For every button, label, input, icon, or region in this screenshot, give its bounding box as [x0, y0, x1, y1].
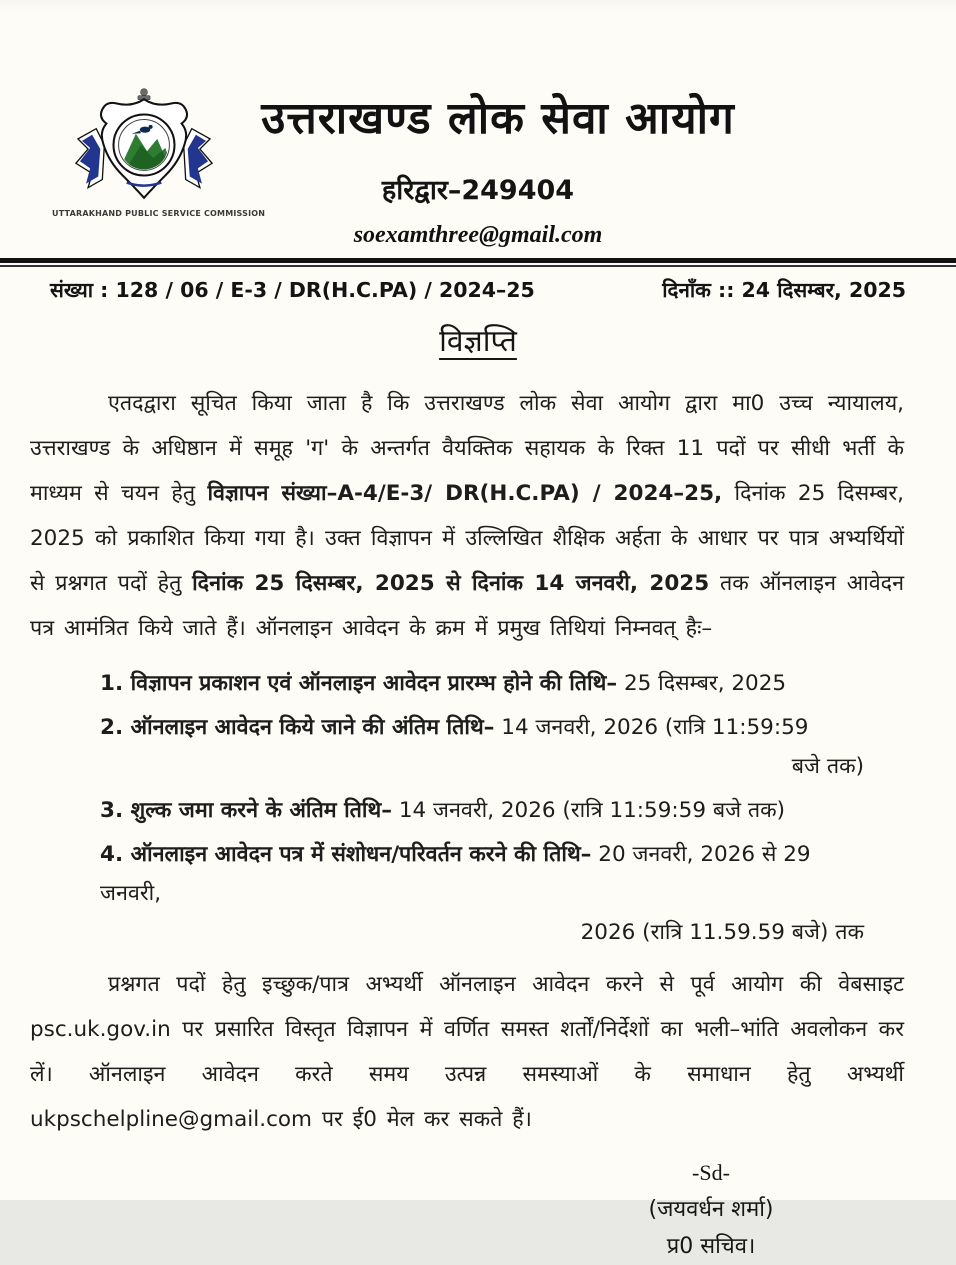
closing-paragraph: प्रश्नगत पदों हेतु इच्छुक/पात्र अभ्यर्थी ऑनलाइन आवेदन करने से पूर्व आयोग की वेबसाइट psc.uk.gov.in पर प्रसारित विस्तृत विज्ञापन में वर्णित समस्त शर्तों/निर्देशों का भली–भांति अवलोकन कर लें। ऑनलाइन आवेदन करते समय उत्पन्न समस्याओं के समाधान हेतु अभ्यर्थी ukpschelpline@gmail.com पर ई0 मेल कर सकते हैं।: [30, 972, 904, 1132]
document-title: विज्ञप्ति: [439, 324, 517, 359]
signatory-designation: प्र0 सचिव।: [666, 1234, 756, 1259]
date-value-wrap: 2026 (रात्रि 11.59.59 बजे) तक: [580, 920, 864, 945]
date-value: 20 जनवरी, 2026 से 29 जनवरी,: [100, 842, 811, 906]
date-label: 2. ऑनलाइन आवेदन किये जाने की अंतिम तिथि–: [100, 715, 495, 740]
letterhead: [0, 0, 956, 258]
reference-line: [0, 267, 956, 304]
date-row-4: [100, 835, 868, 952]
upsc-emblem-icon: [65, 86, 223, 208]
reference-number: संख्या : 128 / 06 / E-3 / DR(H.C.PA) / 2024–25: [50, 278, 535, 302]
date-row-3: [100, 791, 868, 830]
key-dates-list: [0, 651, 956, 952]
header-rule: [0, 258, 956, 267]
date-label: 3. शुल्क जमा करने के अंतिम तिथि–: [100, 798, 392, 823]
date-value: 14 जनवरी, 2026 (रात्रि 11:59:59 बजे तक): [391, 798, 786, 823]
city-pin: हरिद्वार–249404: [381, 175, 575, 206]
date-label: 1. विज्ञापन प्रकाशन एवं ऑनलाइन आवेदन प्रारम्भ होने की तिथि–: [100, 671, 618, 696]
upsc-emblem: [52, 86, 266, 218]
header-email: soexamthree@gmail.com: [353, 222, 603, 248]
signature-sd: -Sd-: [692, 1160, 730, 1185]
date-value: 14 जनवरी, 2026 (रात्रि 11:59:59: [494, 715, 809, 740]
date-row-2: [100, 708, 868, 786]
date-row-1: [100, 664, 868, 703]
date-value: 25 दिसम्बर, 2025: [617, 671, 787, 696]
signatory-name: (जयवर्धन शर्मा): [648, 1197, 774, 1222]
date-label: 4. ऑनलाइन आवेदन पत्र में संशोधन/परिवर्तन करने की तिथि–: [100, 842, 592, 867]
org-name: उत्तराखण्ड लोक सेवा आयोग: [261, 93, 735, 144]
reference-date: दिनाँक :: 24 दिसम्बर, 2025: [662, 278, 906, 302]
date-value-wrap: बजे तक): [791, 754, 864, 779]
opening-paragraph: एतदद्वारा सूचित किया जाता है कि उत्तराखण्ड लोक सेवा आयोग द्वारा मा0 उच्च न्यायालय, उत्तराखण्ड के अधिष्ठान में समूह 'ग' के अन्तर्गत वैयक्तिक सहायक के रिक्त 11 पदों पर सीधी भर्ती के माध्यम से चयन हेतु विज्ञापन संख्या–A-4/E-3/ DR(H.C.PA) / 2024–25, दिनांक 25 दिसम्बर, 2025 को प्रकाशित किया गया है। उक्त विज्ञापन में उल्लिखित शैक्षिक अर्हता के आधार पर पात्र अभ्यर्थियों से प्रश्नगत पदों हेतु दिनांक 25 दिसम्बर, 2025 से दिनांक 14 जनवरी, 2025 तक ऑनलाइन आवेदन पत्र आमंत्रित किये जाते हैं। ऑनलाइन आवेदन के क्रम में प्रमुख तिथियां निम्नवत् हैः–: [30, 391, 905, 641]
logo-caption: UTTARAKHAND PUBLIC SERVICE COMMISSION: [52, 209, 266, 218]
signature-block: [592, 1154, 830, 1265]
